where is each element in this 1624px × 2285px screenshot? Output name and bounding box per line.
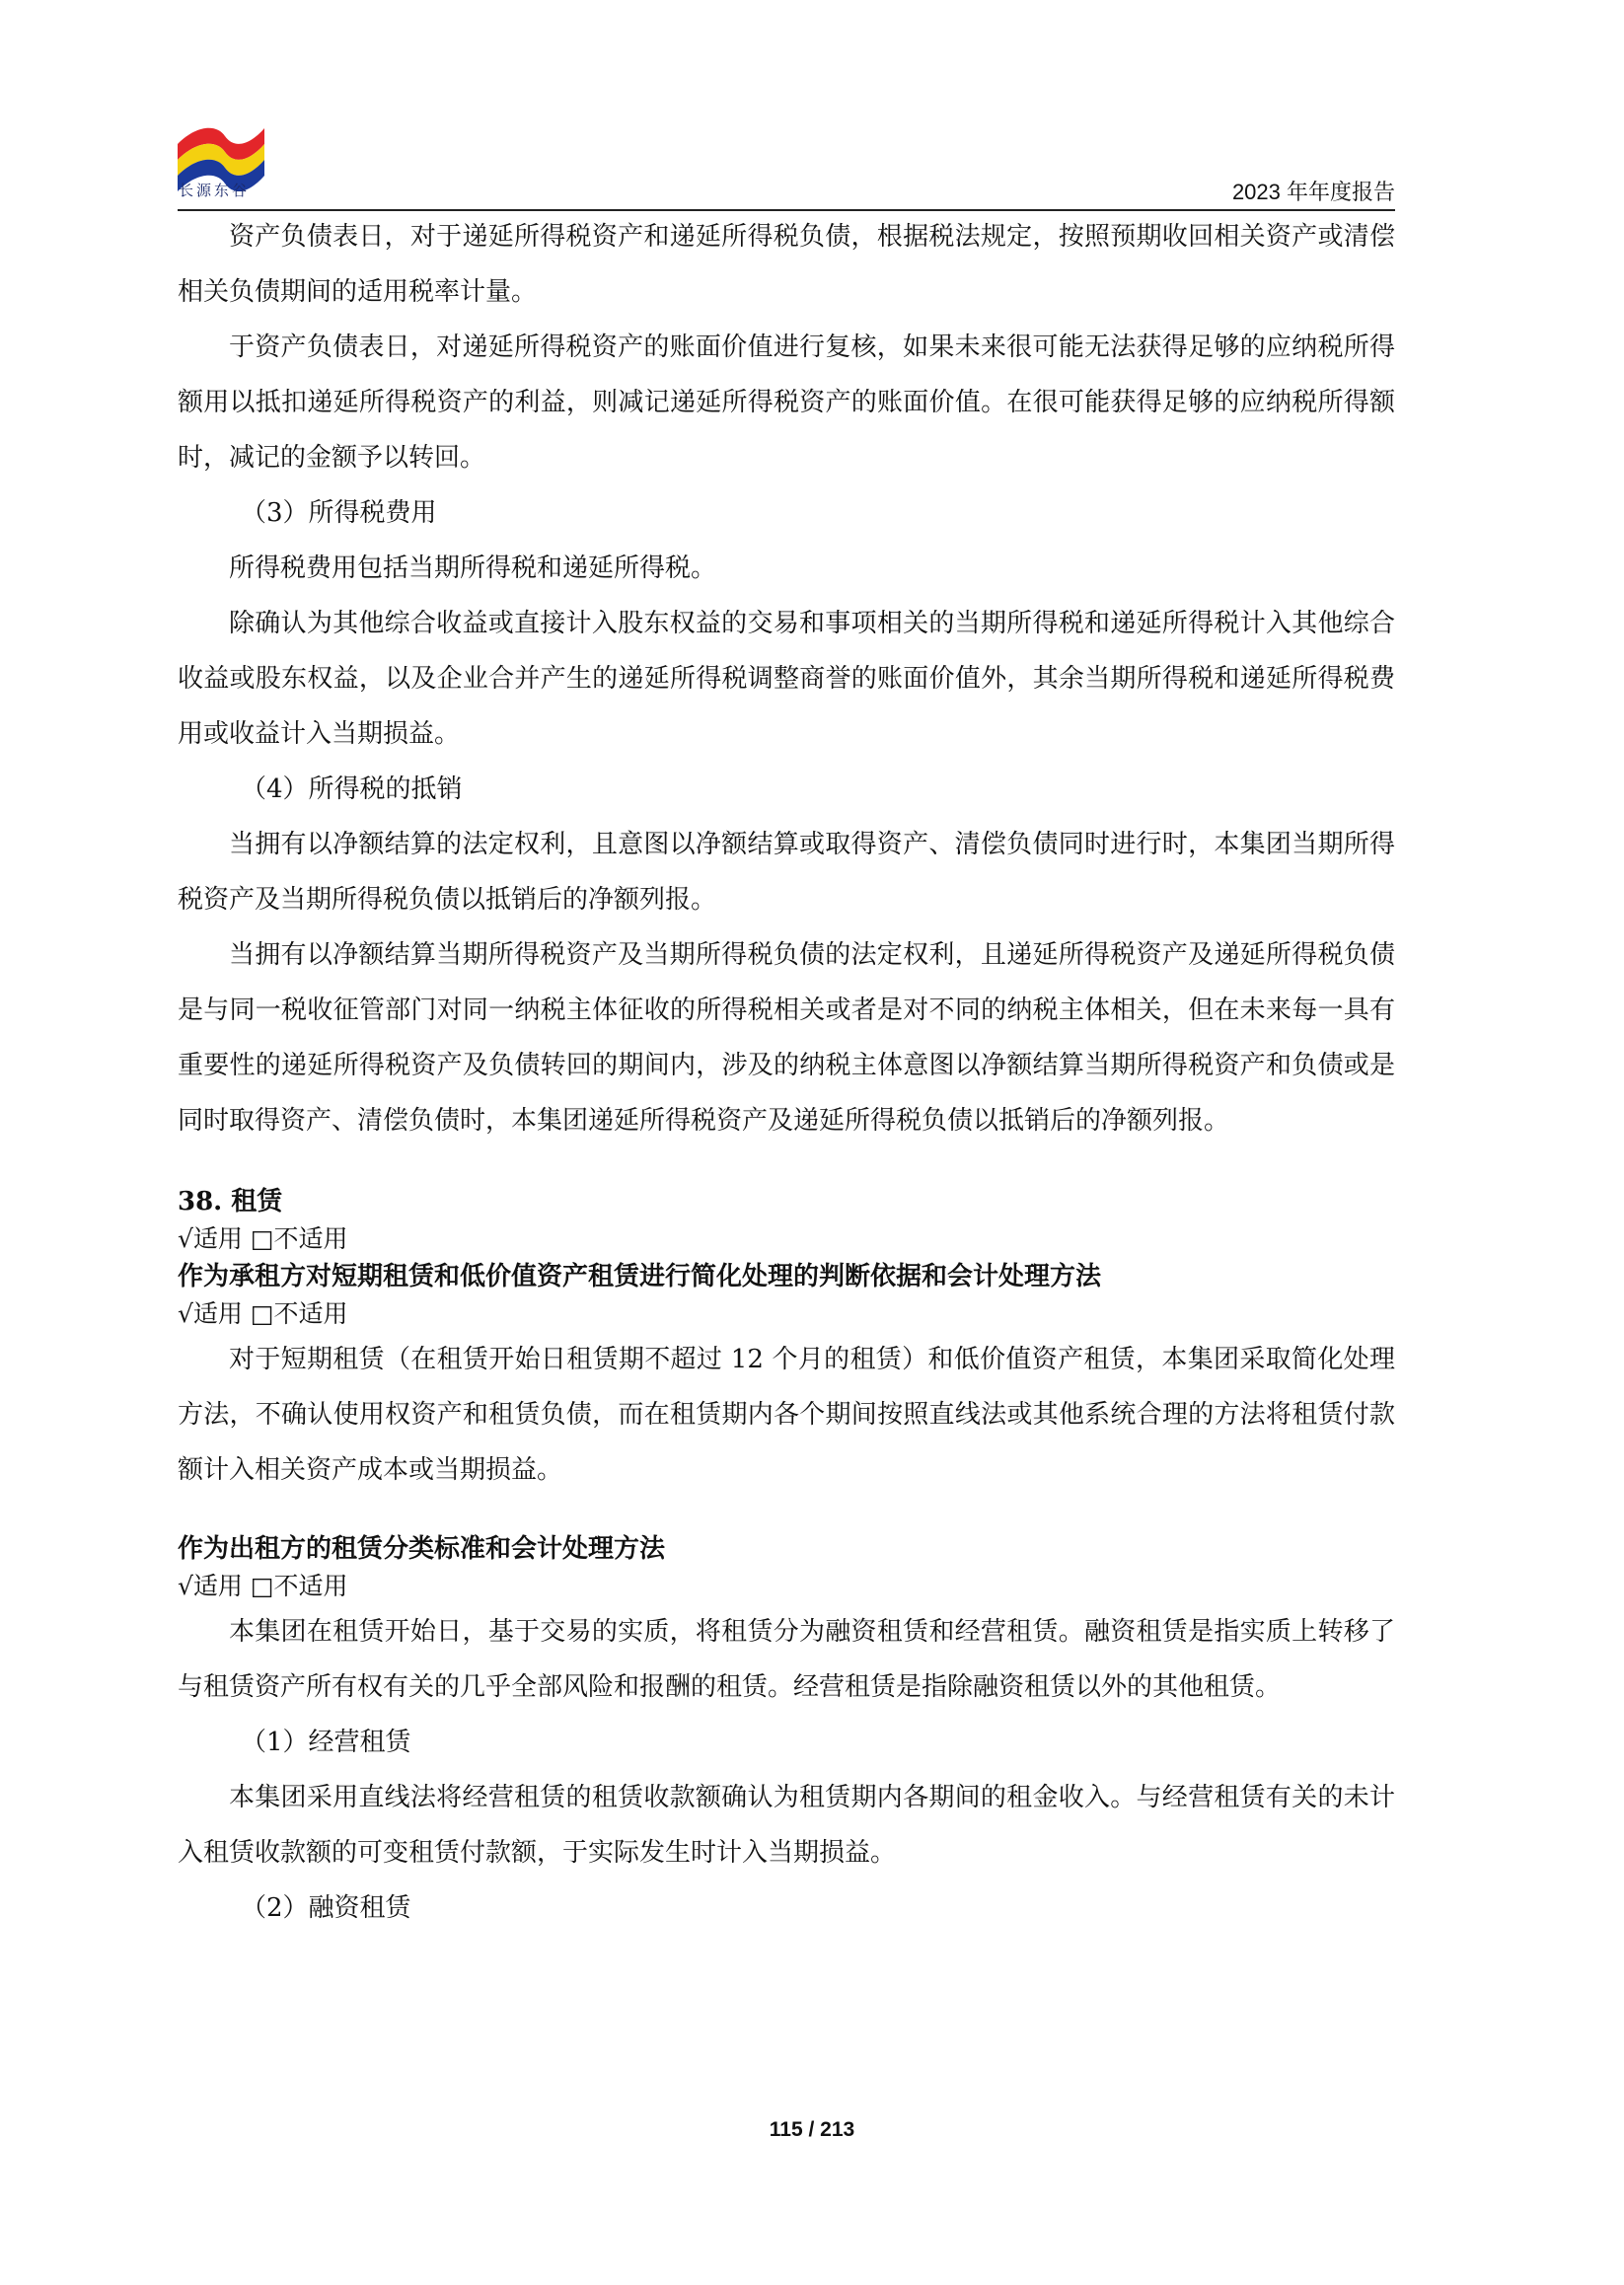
applicability-check: √适用 □不适用 — [178, 1224, 348, 1253]
applicability-check: √适用 □不适用 — [178, 1572, 348, 1600]
section-title-leases: 38. 租赁 — [178, 1187, 283, 1216]
subheading-income-tax-offset: （4）所得税的抵销 — [241, 774, 463, 804]
paragraph-income-tax-expense: 所得税费用包括当期所得税和递延所得税。 — [229, 553, 717, 583]
report-title: 2023 年年度报告 — [1231, 180, 1395, 204]
paragraph-deferred-tax-offset: 当拥有以净额结算当期所得税资产及当期所得税负债的法定权利，且递延所得税资产及递延所得税负债是与同一税收征管部门对同一纳税主体征收的所得税相关或者是对不同的纳税主体相关，但在未来每一具有重要性的递延所得税资产及负债转回的期间内，涉及的纳税主体意图以净额结算当期所得税资产和负债或是同时取得资产、清偿负债时，本集团递延所得税资产及递延所得税负债以抵销后的净额列报。 — [178, 940, 1395, 1136]
subheading-operating-lease: （1）经营租赁 — [241, 1728, 411, 1757]
paragraph-deferred-tax-measurement: 资产负债表日，对于递延所得税资产和递延所得税负债，根据税法规定，按照预期收回相关资产或清偿相关负债期间的适用税率计量。 — [178, 222, 1395, 307]
applicability-check: √适用 □不适用 — [178, 1299, 348, 1328]
page-number: 115 / 213 — [769, 2118, 855, 2141]
subheading-income-tax-expense: （3）所得税费用 — [241, 498, 437, 528]
heading-lessee-policy: 作为承租方对短期租赁和低价值资产租赁进行简化处理的判断依据和会计处理方法 — [178, 1262, 1102, 1291]
paragraph-operating-lease: 本集团采用直线法将经营租赁的租赁收款额确认为租赁期内各期间的租金收入。与经营租赁有关的未计入租赁收款额的可变租赁付款额，于实际发生时计入当期损益。 — [178, 1783, 1395, 1868]
main-content — [178, 209, 1395, 1936]
paragraph-income-tax-recognition: 除确认为其他综合收益或直接计入股东权益的交易和事项相关的当期所得税和递延所得税计入其他综合收益或股东权益，以及企业合并产生的递延所得税调整商誉的账面价值外，其余当期所得税和递延所得税费用或收益计入当期损益。 — [178, 609, 1395, 749]
spacer — [178, 1498, 1395, 1529]
paragraph-short-term-leases: 对于短期租赁（在租赁开始日租赁期不超过 12 个月的租赁）和低价值资产租赁，本集团采取简化处理方法，不确认使用权资产和租赁负债，而在租赁期内各个期间按照直线法或其他系统合理的方法将租赁付款额计入相关资产成本或当期损益。 — [178, 1345, 1395, 1485]
paragraph-lease-classification: 本集团在租赁开始日，基于交易的实质，将租赁分为融资租赁和经营租赁。融资租赁是指实质上转移了与租赁资产所有权有关的几乎全部风险和报酬的租赁。经营租赁是指除融资租赁以外的其他租赁。 — [178, 1617, 1395, 1702]
paragraph-deferred-tax-review: 于资产负债表日，对递延所得税资产的账面价值进行复核，如果未来很可能无法获得足够的应纳税所得额用以抵扣递延所得税资产的利益，则减记递延所得税资产的账面价值。在很可能获得足够的应纳税所得额时，减记的金额予以转回。 — [178, 332, 1395, 473]
heading-lessor-policy: 作为出租方的租赁分类标准和会计处理方法 — [178, 1534, 666, 1564]
paragraph-current-tax-offset: 当拥有以净额结算的法定权利，且意图以净额结算或取得资产、清偿负债同时进行时，本集团当期所得税资产及当期所得税负债以抵销后的净额列报。 — [178, 830, 1395, 915]
subheading-finance-lease: （2）融资租赁 — [241, 1893, 411, 1923]
logo-text: 长源东谷 — [179, 182, 251, 199]
